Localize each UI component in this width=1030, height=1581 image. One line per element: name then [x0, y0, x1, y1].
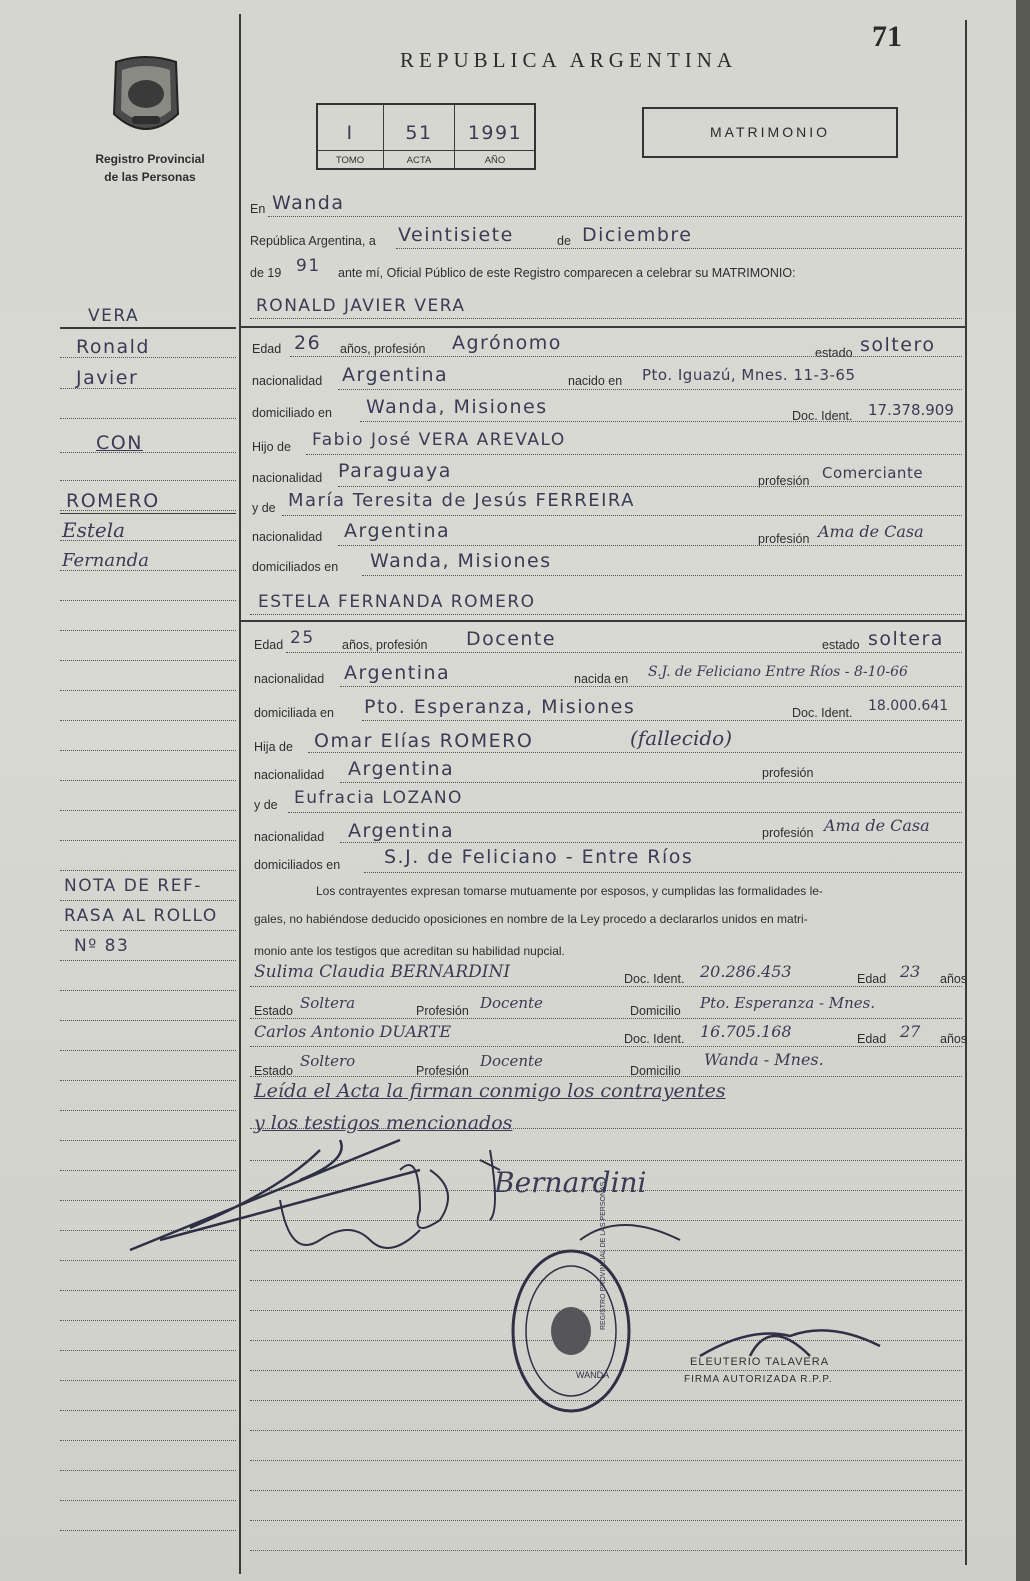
- page-edge: [1016, 0, 1030, 1581]
- margin-dotted-line: [60, 1350, 236, 1351]
- witness-1-anos-label: años: [940, 972, 968, 986]
- registry-stamp-icon: [508, 1246, 634, 1416]
- bride-father-prof-label: profesión: [762, 766, 814, 780]
- margin-dotted-line: [60, 960, 236, 961]
- margin-dotted-line: [60, 870, 236, 871]
- bride-mother-prof: Ama de Casa: [824, 816, 930, 835]
- witness-2-doc-label: Doc. Ident.: [624, 1032, 685, 1046]
- margin-dotted-line: [60, 1110, 236, 1111]
- witness-2-profession: Docente: [480, 1052, 543, 1070]
- en-label: En: [250, 202, 266, 216]
- bride-name-line: [250, 614, 962, 615]
- groom-full-name: RONALD JAVIER VERA: [256, 296, 466, 316]
- groom-hijo-label: Hijo de: [252, 440, 291, 454]
- groom-birthplace: Pto. Iguazú, Mnes. 11-3-65: [642, 366, 856, 384]
- tomo-value: I: [346, 122, 354, 144]
- groom-row-2-line: [338, 389, 962, 390]
- bride-mother: Eufracia LOZANO: [294, 788, 463, 808]
- bride-doc-label: Doc. Ident.: [792, 706, 853, 720]
- official-title: FIRMA AUTORIZADA R.P.P.: [684, 1374, 833, 1385]
- margin-name-3: Estela: [62, 518, 126, 542]
- acta-label: ACTA: [406, 155, 432, 166]
- groom-mother-nat: Argentina: [344, 520, 451, 542]
- margin-con: CON: [96, 432, 143, 454]
- bride-row-7-line: [340, 842, 962, 843]
- declaration-line-2: gales, no habiéndose deducido oposiciones en nombre de la Ley procedo a declararlos unidos en matri-: [254, 912, 808, 926]
- groom-row-1-line: [290, 356, 962, 357]
- bride-section-rule: [241, 620, 967, 622]
- margin-dotted-line: [60, 660, 236, 661]
- margin-dotted-line: [60, 900, 236, 901]
- groom-row-6-line: [282, 515, 962, 516]
- witness-1-domicile: Pto. Esperanza - Mnes.: [700, 994, 876, 1012]
- page-number: 71: [872, 20, 902, 53]
- margin-dotted-line: [60, 630, 236, 631]
- year-suffix: 91: [296, 256, 321, 276]
- witness-2-age: 27: [900, 1022, 921, 1041]
- margin-dotted-line: [60, 1290, 236, 1291]
- margin-surname-2-underline: [60, 513, 236, 514]
- margin-dotted-line: [60, 1470, 236, 1471]
- groom-row-8-line: [362, 575, 962, 576]
- ano-value: 1991: [467, 122, 523, 144]
- signature-dotted-line: [250, 1520, 962, 1521]
- groom-name-line: [250, 318, 962, 319]
- groom-mother-prof-label: profesión: [758, 532, 810, 546]
- witness-2-doc: 16.705.168: [700, 1022, 792, 1041]
- tomo-box-divider-2: [454, 103, 455, 170]
- declaration-line-3: monio ante los testigos que acreditan su habilidad nupcial.: [254, 944, 565, 958]
- bride-parents-dom-label: domiciliados en: [254, 858, 341, 872]
- provincial-seal-icon: [106, 54, 186, 140]
- margin-dotted-line: [60, 418, 236, 419]
- groom-father: Fabio José VERA AREVALO: [312, 430, 566, 450]
- margin-surname-underline: [60, 327, 236, 329]
- bride-hija-label: Hija de: [254, 740, 293, 754]
- margin-name-1: Ronald: [76, 336, 150, 358]
- margin-dotted-line: [60, 480, 236, 481]
- bride-row-2-line: [340, 686, 962, 687]
- groom-domicile: Wanda, Misiones: [366, 396, 548, 418]
- bride-mother-nat-label: nacionalidad: [254, 830, 325, 844]
- bride-age: 25: [290, 628, 315, 648]
- groom-father-nat-label: nacionalidad: [252, 471, 323, 485]
- bride-domiciliada-label: domiciliada en: [254, 706, 334, 720]
- bride-mother-prof-label: profesión: [762, 826, 814, 840]
- witness-2-profesion-label: Profesión: [416, 1064, 469, 1078]
- groom-mother: María Teresita de Jesús FERREIRA: [288, 490, 635, 511]
- margin-dotted-line: [60, 1050, 236, 1051]
- signature-dotted-line: [250, 1490, 962, 1491]
- month-value: Diciembre: [582, 224, 693, 246]
- republica-label: República Argentina, a: [250, 234, 376, 248]
- margin-surname: VERA: [88, 306, 140, 326]
- groom-row-3-line: [360, 421, 962, 422]
- official-name: ELEUTERIO TALAVERA: [690, 1356, 830, 1368]
- margin-dotted-line: [60, 1500, 236, 1501]
- acta-value: 51: [405, 122, 433, 144]
- bride-father-nat-label: nacionalidad: [254, 768, 325, 782]
- witness-2-estado-label: Estado: [254, 1064, 293, 1078]
- witness-2-anos-label: años: [940, 1032, 968, 1046]
- margin-name-4: Fernanda: [62, 550, 149, 571]
- witness-2-edad-label: Edad: [857, 1032, 887, 1046]
- groom-nacido-label: nacido en: [568, 374, 623, 388]
- groom-father-prof-label: profesión: [758, 474, 810, 488]
- witness-1-profesion-label: Profesión: [416, 1004, 469, 1018]
- de-label: de: [557, 234, 571, 248]
- bride-row-6-line: [288, 812, 962, 813]
- bride-domicile: Pto. Esperanza, Misiones: [364, 696, 636, 718]
- margin-dotted-line: [60, 1020, 236, 1021]
- bride-row-1-line: [286, 652, 962, 653]
- witness-2-domicilio-label: Domicilio: [630, 1064, 681, 1078]
- place-line: [268, 216, 962, 217]
- groom-father-nat: Paraguaya: [338, 460, 452, 482]
- bride-birthplace: S.J. de Feliciano Entre Ríos - 8-10-66: [648, 664, 908, 680]
- closing-line-1: Leída el Acta la firman conmigo los contrayentes: [254, 1080, 726, 1102]
- day-value: Veintisiete: [398, 224, 514, 246]
- margin-name-2: Javier: [76, 367, 139, 389]
- tomo-box-rule: [316, 150, 536, 151]
- bride-row-8-line: [364, 872, 962, 873]
- witness-1-edad-label: Edad: [857, 972, 887, 986]
- margin-dotted-line: [60, 780, 236, 781]
- signature-dotted-line: [250, 1460, 962, 1461]
- bride-doc: 18.000.641: [868, 698, 949, 714]
- bride-nacida-label: nacida en: [574, 672, 629, 686]
- bride-state: soltera: [868, 628, 944, 650]
- margin-note-3: Nº 83: [74, 936, 130, 956]
- groom-doc: 17.378.909: [868, 401, 954, 419]
- groom-anos-profesion: años, profesión: [340, 342, 426, 356]
- margin-note-1: NOTA DE REF-: [64, 876, 202, 896]
- bride-estado-label: estado: [822, 638, 860, 652]
- margin-dotted-line: [60, 452, 236, 453]
- witness-2-row-2-line: [250, 1076, 962, 1077]
- groom-doc-label: Doc. Ident.: [792, 409, 853, 423]
- date-line: [396, 248, 962, 249]
- groom-profession: Agrónomo: [452, 332, 562, 354]
- margin-dotted-line: [60, 1320, 236, 1321]
- place-value: Wanda: [272, 192, 345, 214]
- year-prefix: de 19: [250, 266, 282, 280]
- bride-row-3-line: [362, 720, 962, 721]
- groom-nationality: Argentina: [342, 364, 449, 386]
- declaration-line-1: Los contrayentes expresan tomarse mutuamente por esposos, y cumplidas las formalidades le-: [316, 884, 823, 898]
- margin-dotted-line: [60, 1380, 236, 1381]
- groom-domiciliado-label: domiciliado en: [252, 406, 332, 420]
- tomo-box-divider-1: [383, 103, 384, 170]
- groom-row-5-line: [338, 486, 962, 487]
- margin-dotted-line: [60, 600, 236, 601]
- witness-2-domicile: Wanda - Mnes.: [704, 1050, 824, 1069]
- groom-nacionalidad-label: nacionalidad: [252, 374, 323, 388]
- witness-2-row-1-line: [250, 1046, 962, 1047]
- witness-1-age: 23: [900, 962, 921, 981]
- groom-father-prof: Comerciante: [822, 464, 924, 482]
- groom-parents-dom-label: domiciliados en: [252, 560, 339, 574]
- registry-line-1: Registro Provincial: [95, 152, 205, 166]
- margin-dotted-line: [60, 690, 236, 691]
- groom-parents-dom: Wanda, Misiones: [370, 550, 552, 572]
- witness-1-state: Soltera: [300, 994, 356, 1012]
- groom-edad-label: Edad: [252, 342, 282, 356]
- margin-dotted-line: [60, 1410, 236, 1411]
- bernardini-signature: Bernardini: [494, 1166, 647, 1199]
- groom-estado-label: estado: [815, 346, 853, 360]
- witness-2-name: Carlos Antonio DUARTE: [254, 1022, 452, 1041]
- country-title: REPUBLICA ARGENTINA: [400, 48, 738, 72]
- bride-nationality: Argentina: [344, 662, 451, 684]
- right-margin-rule: [965, 20, 967, 1565]
- witness-2-state: Soltero: [300, 1052, 356, 1070]
- bride-row-4-line: [308, 752, 962, 753]
- witness-1-domicilio-label: Domicilio: [630, 1004, 681, 1018]
- margin-dotted-line: [60, 1080, 236, 1081]
- signature-dotted-line: [250, 1430, 962, 1431]
- margin-dotted-line: [60, 720, 236, 721]
- groom-mother-prof: Ama de Casa: [818, 522, 924, 541]
- margin-surname-2: ROMERO: [66, 490, 160, 512]
- stamp-city: WANDA: [576, 1370, 610, 1380]
- groom-state: soltero: [860, 334, 936, 356]
- margin-dotted-line: [60, 930, 236, 931]
- bride-anos-profesion: años, profesión: [342, 638, 428, 652]
- witness-1-doc: 20.286.453: [700, 962, 792, 981]
- bride-father-nat: Argentina: [348, 758, 455, 780]
- intro-text: ante mí, Oficial Público de este Registro comparecen a celebrar su MATRIMONIO:: [338, 266, 796, 280]
- bride-mother-nat: Argentina: [348, 820, 455, 842]
- bride-nacionalidad-label: nacionalidad: [254, 672, 325, 686]
- groom-yde-label: y de: [252, 501, 276, 515]
- groom-section-rule: [241, 326, 967, 328]
- ano-label: AÑO: [484, 155, 506, 166]
- groom-row-4-line: [306, 454, 962, 455]
- witness-1-name: Sulima Claudia BERNARDINI: [254, 962, 511, 982]
- margin-dotted-line: [60, 840, 236, 841]
- groom-mother-nat-label: nacionalidad: [252, 530, 323, 544]
- margin-dotted-line: [60, 990, 236, 991]
- witness-1-row-1-line: [250, 986, 962, 987]
- margin-dotted-line: [60, 750, 236, 751]
- bride-row-5-line: [340, 782, 962, 783]
- margin-dotted-line: [60, 1440, 236, 1441]
- witness-1-row-2-line: [250, 1018, 962, 1019]
- bride-yde-label: y de: [254, 798, 278, 812]
- margin-note-2: RASA AL ROLLO: [64, 906, 218, 926]
- tomo-label: TOMO: [335, 155, 365, 166]
- groom-row-7-line: [338, 545, 962, 546]
- groom-age: 26: [294, 332, 322, 354]
- stamp-text: REGISTRO PROVINCIAL DE LAS PERSONAS: [600, 1181, 607, 1330]
- signature-dotted-line: [250, 1550, 962, 1551]
- margin-dotted-line: [60, 1530, 236, 1531]
- closing-line-2: y los testigos mencionados: [254, 1112, 513, 1134]
- left-margin-rule: [239, 14, 241, 1574]
- bride-parents-dom: S.J. de Feliciano - Entre Ríos: [384, 846, 694, 868]
- matrimonio-box: [642, 107, 898, 158]
- bride-full-name: ESTELA FERNANDA ROMERO: [258, 592, 536, 612]
- witness-1-doc-label: Doc. Ident.: [624, 972, 685, 986]
- bride-father-note: (fallecido): [630, 726, 733, 750]
- witness-1-estado-label: Estado: [254, 1004, 293, 1018]
- bride-profession: Docente: [466, 628, 557, 650]
- bride-edad-label: Edad: [254, 638, 284, 652]
- bride-father: Omar Elías ROMERO: [314, 730, 534, 752]
- witness-1-profession: Docente: [480, 994, 543, 1012]
- doc-type-label: MATRIMONIO: [710, 124, 830, 140]
- registry-line-2: de las Personas: [104, 170, 196, 184]
- margin-dotted-line: [60, 810, 236, 811]
